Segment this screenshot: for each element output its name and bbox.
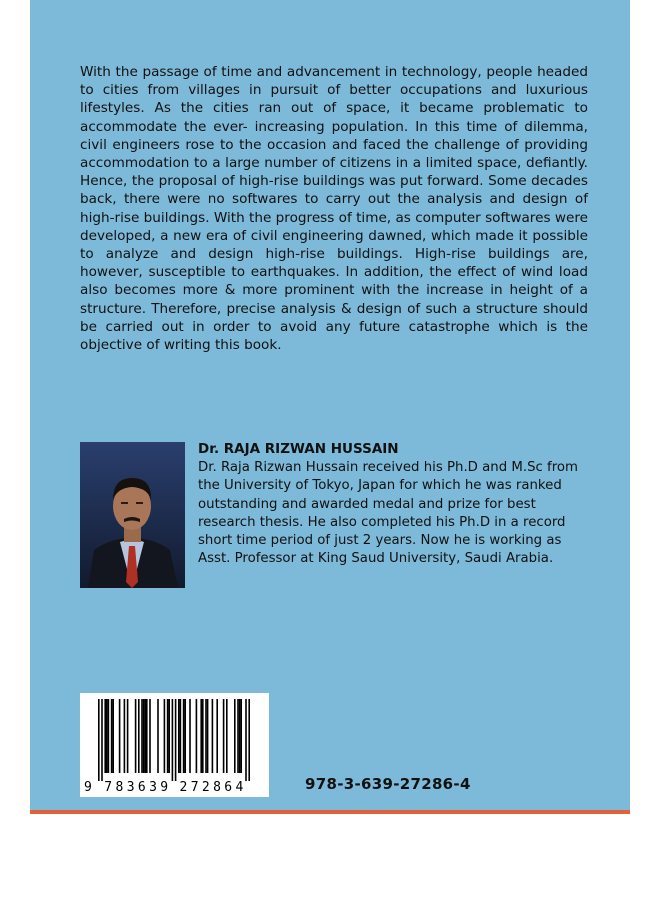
barcode-bar: [202, 699, 204, 773]
barcode-bar: [157, 699, 159, 773]
barcode-bar: [111, 699, 113, 773]
barcode-bar: [205, 699, 207, 773]
barcode-bar: [172, 699, 174, 781]
barcode-graphic: [80, 693, 269, 797]
barcode-bar: [189, 699, 191, 773]
barcode-bar: [216, 699, 218, 773]
barcode-bar: [237, 699, 239, 773]
barcode-digit: 2: [201, 780, 210, 795]
barcode-digit: 8: [213, 780, 221, 795]
barcode-bar: [138, 699, 140, 773]
author-photo: [80, 442, 185, 588]
barcode-digit: 3: [126, 780, 135, 795]
isbn-number: 978-3-639-27286-4: [305, 775, 471, 793]
barcode-bar: [98, 699, 100, 781]
author-name: Dr. RAJA RIZWAN HUSSAIN: [198, 441, 399, 457]
barcode-bar: [239, 699, 241, 773]
barcode-digit: 8: [115, 780, 124, 795]
cover-bottom-stripe: [30, 810, 630, 814]
barcode-bar: [101, 699, 103, 781]
barcode-bar: [112, 699, 114, 773]
barcode-digit: 9: [84, 780, 92, 795]
barcode-bar: [104, 699, 106, 773]
barcode-bar: [248, 699, 250, 781]
barcode-bar: [245, 699, 247, 781]
barcode-bar: [223, 699, 225, 773]
barcode-bar: [146, 699, 148, 773]
barcode-bar: [143, 699, 145, 773]
author-bio: Dr. Raja Rizwan Hussain received his Ph.D and M.Sc from the University of Tokyo, Japan for which he was ranked outstanding and awarded medal and prize for best research thesis. He also completed his Ph.D in a record short time period of just 2 years. Now he is working as Asst. Professor at King Saud University, Saudi Arabia.: [198, 460, 579, 567]
barcode-bar: [175, 699, 177, 781]
barcode-bar: [240, 699, 242, 773]
barcode-digit: 6: [137, 780, 146, 795]
book-blurb: With the passage of time and advancement in technology, people headed to cities from villages in pursuit of better occupations and luxurious lifestyles. As the cities ran out of space, it became problematic to accommodate the ever- increasing population. In this time of dilemma, civil engineers rose to the occasion and faced the challenge of providing accommodation to a large number of citizens in a limited space, defiantly. Hence, the proposal of high-rise buildings was put forward. Some decades back, there were no softwares to carry out the analysis and design of high-rise buildings. With the progress of time, as computer softwares were developed, a new era of civil engineering dawned, which made it possible to analyze and design high-rise buildings. High-rise buildings are, however, susceptible to earthquakes. In addition, the effect of wind load also becomes more & more prominent with the increase in height of a structure. Therefore, precise analysis & design of such a structure should be carried out in order to avoid any future catastrophe which is the objective of writing this book.: [80, 64, 588, 354]
barcode-bar: [212, 699, 214, 773]
barcode-bar: [178, 699, 180, 773]
barcode-bar: [196, 699, 198, 773]
barcode-digit: 2: [179, 780, 188, 795]
barcode-bar: [135, 699, 137, 773]
barcode-bar: [200, 699, 202, 773]
barcode-bar: [226, 699, 228, 773]
barcode-bar: [149, 699, 151, 773]
barcode-bar: [184, 699, 186, 773]
barcode-digit: 9: [160, 780, 169, 795]
barcode-bar: [124, 699, 126, 773]
barcode-bar: [127, 699, 129, 773]
barcode-bar: [168, 699, 170, 773]
isbn-barcode: [80, 693, 269, 797]
barcode-bar: [180, 699, 182, 773]
barcode-bar: [141, 699, 143, 773]
barcode-bar: [119, 699, 121, 773]
barcode-bar: [183, 699, 185, 773]
barcode-digit: 6: [224, 780, 233, 795]
barcode-digit: 7: [190, 780, 199, 795]
barcode-bar: [144, 699, 146, 773]
barcode-digit: 4: [235, 780, 244, 795]
barcode-digit: 7: [104, 780, 113, 795]
barcode-digit: 3: [149, 780, 157, 795]
barcode-bar: [106, 699, 108, 773]
barcode-bar: [164, 699, 166, 773]
barcode-bar: [207, 699, 209, 773]
barcode-bar: [234, 699, 236, 773]
barcode-bar: [167, 699, 169, 773]
barcode-bar: [108, 699, 110, 773]
